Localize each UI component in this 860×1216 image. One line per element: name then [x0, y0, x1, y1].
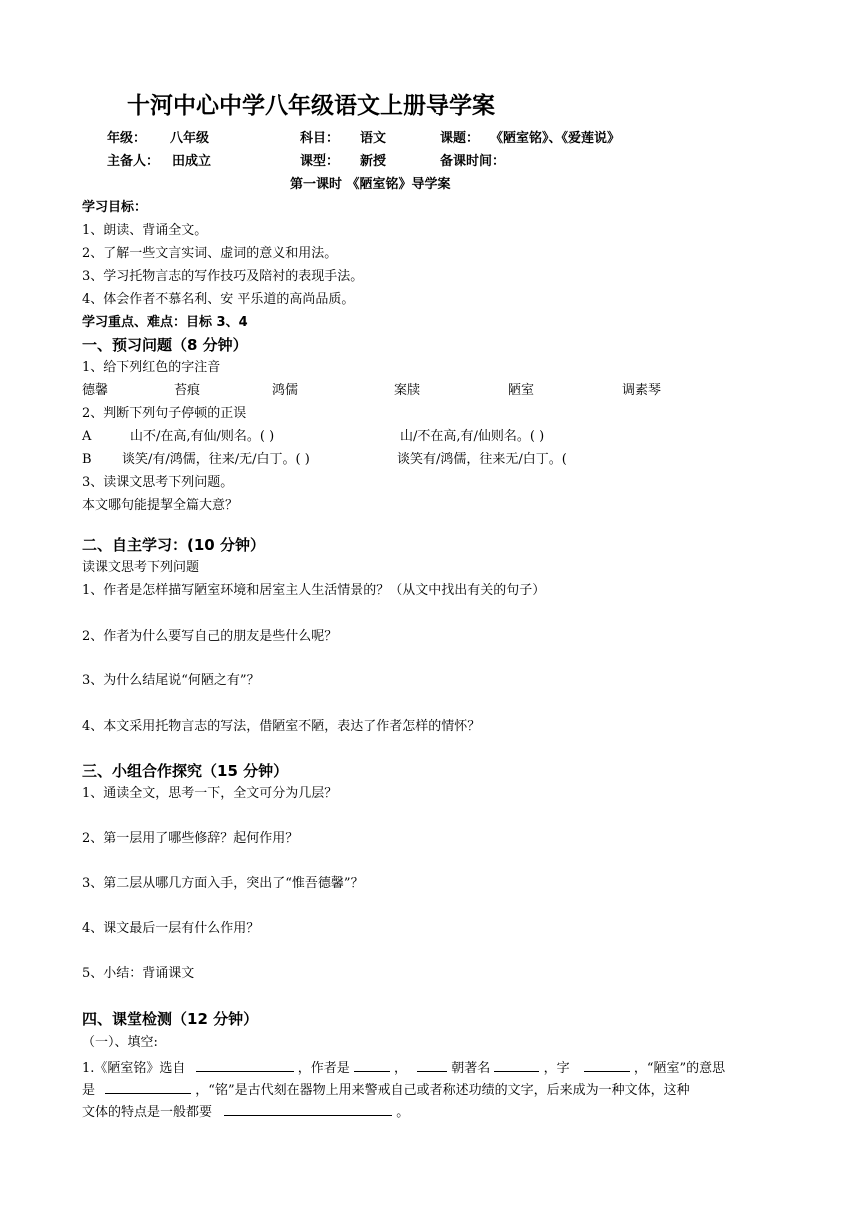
section-3-question: 3、第二层从哪几方面入手，突出了“惟吾德馨”？ [82, 876, 364, 891]
prep-time-label: 备课时间： [440, 154, 506, 169]
grade-value: 八年级 [170, 131, 210, 146]
section-4-subheading: （一）、填空: [82, 1035, 158, 1050]
section-3-question: 5、小结：背诵课文 [82, 966, 195, 981]
section-2-question: 4、本文采用托物言志的写法，借陋室不陋，表达了作者怎样的情怀？ [82, 719, 481, 734]
answer-blank[interactable] [494, 1058, 539, 1072]
option-b-right: 谈笑有/鸿儒，往来无/白丁。( [397, 452, 567, 467]
section-2-question: 2、作者为什么要写自己的朋友是些什么呢？ [82, 629, 338, 644]
lesson-type-label: 课型： [300, 154, 340, 169]
preparer-value: 田成立 [172, 154, 212, 169]
section-2-question: 3、为什么结尾说“何陋之有”？ [82, 673, 260, 688]
preparer-label: 主备人： [107, 154, 160, 169]
section-1-question-3: 3、读课文思考下列问题。 [82, 475, 234, 490]
section-3-question: 2、第一层用了哪些修辞？起何作用？ [82, 831, 299, 846]
topic-label: 课题： [440, 131, 480, 146]
option-a-right: 山/不在高,有/仙则名。( ) [400, 429, 545, 444]
pinyin-word: 调素琴 [622, 383, 662, 398]
section-3-heading: 三、小组合作探究（15 分钟） [82, 762, 289, 780]
pinyin-word: 鸿儒 [272, 383, 299, 398]
answer-blank[interactable] [354, 1058, 390, 1072]
fill-text: 1.《陋室铭》选自 [82, 1061, 186, 1076]
fill-line-2 [82, 1080, 690, 1097]
section-2-question: 1、作者是怎样描写陋室环境和居室主人生活情景的？（从文中找出有关的句子） [82, 583, 546, 598]
section-1-question-2: 2、判断下列句子停顿的正误 [82, 406, 247, 421]
fill-text: ，“陋室”的意思 [633, 1061, 726, 1076]
option-a-left: 山不/在高,有仙/则名。( ) [130, 429, 275, 444]
pinyin-word: 德馨 [82, 383, 109, 398]
document-title: 十河中心中学八年级语文上册导学案 [127, 93, 495, 119]
fill-line-1 [82, 1058, 725, 1075]
pinyin-word: 案牍 [394, 383, 421, 398]
section-1-question-3-sub: 本文哪句能提挈全篇大意？ [82, 498, 239, 513]
key-points: 学习重点、难点：目标 3、4 [82, 315, 248, 330]
answer-blank[interactable] [196, 1058, 294, 1072]
goal-item: 4、体会作者不慕名利、安 平乐道的高尚品质。 [82, 292, 355, 307]
fill-text: 朝著名 [451, 1061, 491, 1076]
fill-text: ，字 [543, 1061, 570, 1076]
lesson-title: 第一课时 《陋室铭》导学案 [290, 177, 451, 192]
section-1-question-1: 1、给下列红色的字注音 [82, 360, 221, 375]
pinyin-word: 陋室 [508, 383, 535, 398]
section-2-intro: 读课文思考下列问题 [82, 560, 200, 575]
goals-heading: 学习目标： [82, 200, 148, 215]
topic-value: 《陋室铭》、《爱莲说》 [490, 131, 621, 146]
section-3-question: 1、通读全文，思考一下，全文可分为几层？ [82, 786, 338, 801]
option-a-label: A [82, 429, 92, 444]
section-4-heading: 四、课堂检测（12 分钟） [82, 1010, 259, 1028]
fill-text: ， [393, 1061, 407, 1076]
option-b-label: B [82, 452, 92, 467]
section-3-question: 4、课文最后一层有什么作用？ [82, 921, 260, 936]
option-b-left: 谈笑/有/鸿儒，往来/无/白丁。( ) [122, 452, 310, 467]
fill-text: 。 [396, 1105, 410, 1120]
answer-blank[interactable] [417, 1058, 447, 1072]
grade-label: 年级： [107, 131, 147, 146]
subject-label: 科目： [300, 131, 340, 146]
fill-text: ，作者是 [297, 1061, 350, 1076]
fill-text: 文体的特点是一般都要 [82, 1105, 213, 1120]
answer-blank[interactable] [584, 1058, 630, 1072]
fill-line-3 [82, 1102, 409, 1119]
fill-text: 是 [82, 1083, 96, 1098]
lesson-type-value: 新授 [360, 154, 387, 169]
fill-text: ，“铭”是古代刻在器物上用来警戒自己或者称述功绩的文字，后来成为一种文体，这种 [195, 1083, 690, 1098]
section-2-heading: 二、自主学习：(10 分钟） [82, 536, 265, 554]
goal-item: 1、朗读、背诵全文。 [82, 223, 208, 238]
goal-item: 2、了解一些文言实词、虚词的意义和用法。 [82, 246, 338, 261]
answer-blank[interactable] [224, 1102, 392, 1116]
goal-item: 3、学习托物言志的写作技巧及陪衬的表现手法。 [82, 269, 364, 284]
section-1-heading: 一、预习问题（8 分钟） [82, 336, 248, 354]
answer-blank[interactable] [105, 1080, 191, 1094]
subject-value: 语文 [360, 131, 387, 146]
pinyin-word: 苔痕 [174, 383, 201, 398]
